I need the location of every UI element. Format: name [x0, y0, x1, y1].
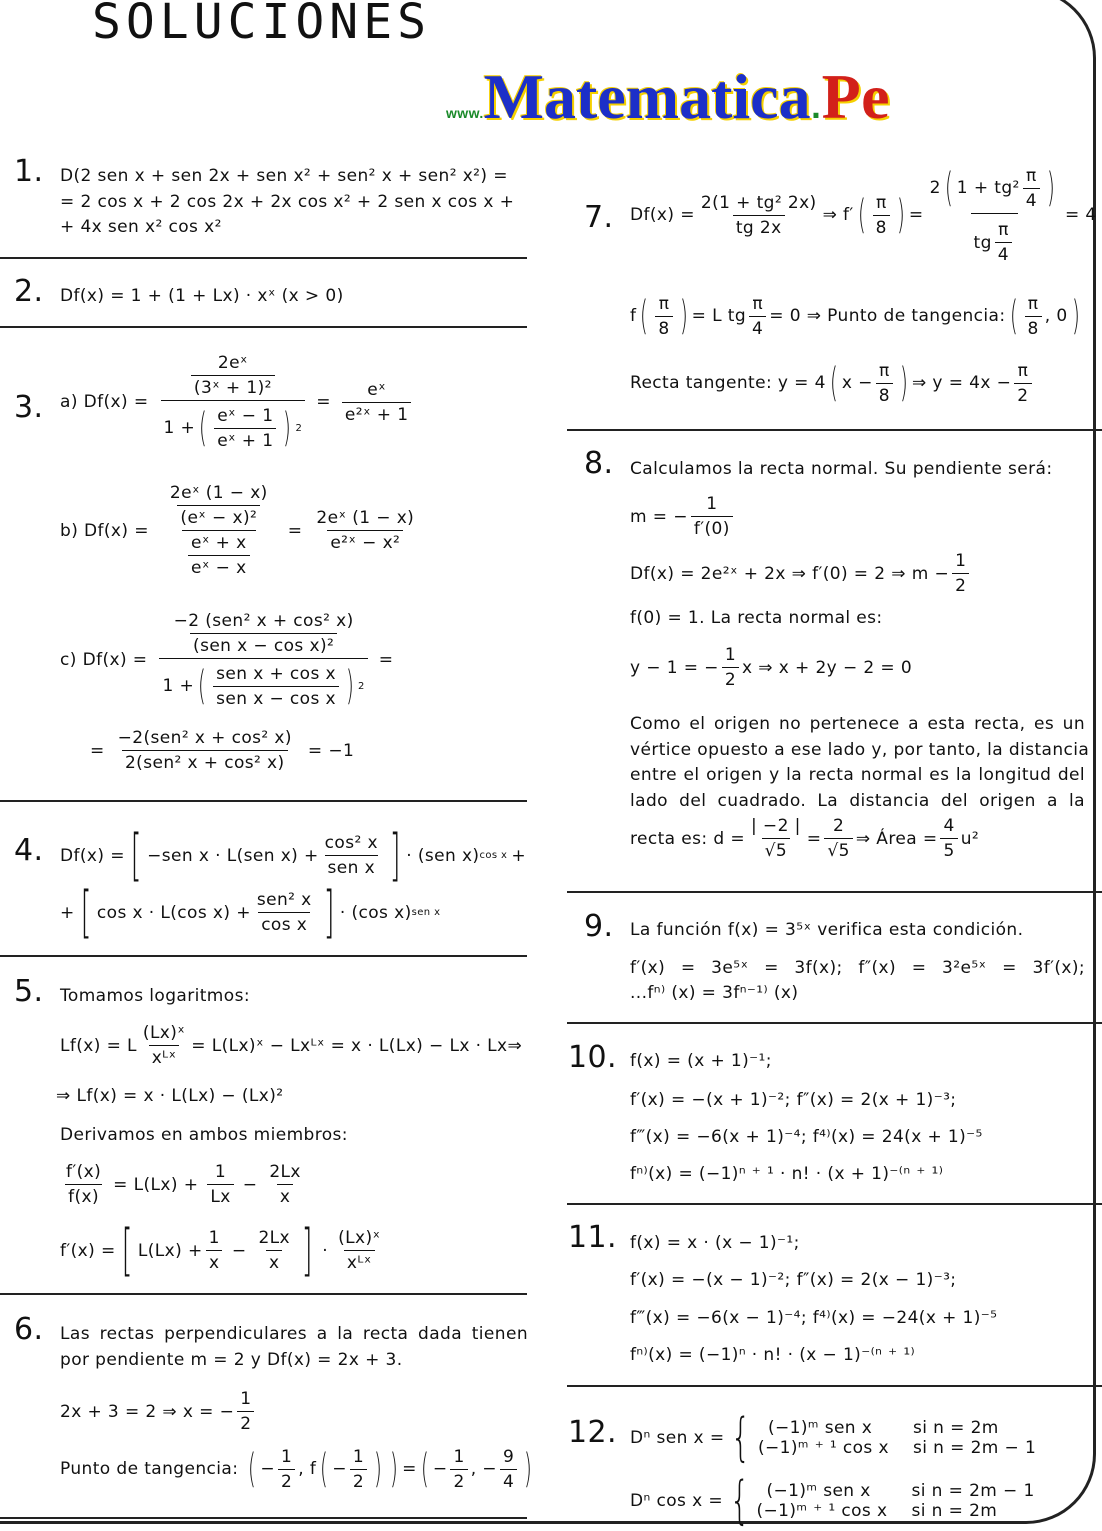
p7-implies-2: ⇒ y = 4x − [911, 373, 1012, 393]
p7-f7-num: π [879, 360, 890, 381]
p7-tangent-point-text: = 0 ⇒ Punto de tangencia: [769, 306, 1006, 326]
divider [0, 800, 527, 802]
p7-f1-den: tg 2x [733, 215, 785, 238]
p7-equals: = [908, 205, 924, 225]
p7-f6-den: 8 [1025, 316, 1042, 339]
problem-number-4: 4. [14, 833, 44, 868]
site-logo [446, 60, 890, 140]
p8-f2-den: 2 [952, 573, 969, 596]
p7-f4-num: π [658, 293, 670, 314]
p5-minus: − [242, 1174, 258, 1195]
p7-fraction-7 [876, 361, 893, 406]
p7-f4-den: 8 [655, 316, 672, 339]
p7-fraction-1 [698, 193, 820, 238]
p3c-inner-num: sen x + cos x [216, 663, 337, 684]
p7-f6-num: π [1027, 293, 1039, 314]
problem-number-1: 1. [14, 154, 44, 189]
p12-sine-case-values [758, 1418, 889, 1458]
p8-distance-label: recta es: d = [630, 828, 745, 849]
p8-fraction-5 [824, 816, 852, 861]
p11-line: f‴(x) = −6(x − 1)⁻⁴; f⁴⁾(x) = −24(x + 1)⁻⁵ [630, 1308, 998, 1328]
p7-f7-den: 8 [876, 383, 893, 406]
p6-minus-2: − [332, 1459, 347, 1479]
p7-f3-pi-fraction [1023, 166, 1040, 211]
p7-f: f [630, 306, 637, 326]
p8-f1-num: 1 [706, 494, 718, 514]
p8-line: lado del cuadrado. La distancia del origen a la [630, 791, 1085, 811]
divider [567, 891, 1102, 893]
p4-fraction-1 [322, 833, 381, 878]
p7-f2-den: 8 [873, 215, 890, 238]
p1-line: D(2 sen x + sen 2x + sen x² + sen² x + sen² x²) = [60, 166, 508, 186]
p5-lhs: Lf(x) = L [60, 1035, 137, 1056]
problem-number-2: 2. [14, 274, 44, 309]
p3a-main-fraction: $\frac{\text{2eˣ}}{\text{(3ˣ + 1)²}}$ 1 + ( $\frac{\text{eˣ − 1}}{\text{eˣ + 1}}$ ) 2 [161, 353, 306, 451]
p5-result-line: f′(x) = [ L(Lx) + $\frac{1}{x}$ − $\frac{2Lx}{x}$ ] · $\frac{\text{(Lx)ˣ}}{\text{xᴸˣ}}$ [60, 1218, 386, 1283]
p6-f2-den: 2 [278, 1469, 295, 1492]
problem-number-5: 5. [14, 974, 44, 1009]
p6-tangent-label: Punto de tangencia: [60, 1459, 239, 1479]
p3b-bottom-den: eˣ − x [188, 555, 250, 578]
p6-solve-line [60, 1389, 257, 1434]
p3a-num: 2eˣ [217, 353, 248, 373]
p4-exponent-2: sen x [411, 907, 441, 918]
p3b-equals: = [287, 520, 303, 541]
problem-number-8: 8. [584, 446, 614, 481]
p6-comma-minus: , − [470, 1459, 497, 1479]
p8-normal-lhs: y − 1 = − [630, 657, 719, 678]
p6-f5-den: 4 [500, 1469, 517, 1492]
p12-sine-cond-2: si n = 2m − 1 [912, 1438, 1037, 1458]
logo-www: www. [446, 105, 484, 121]
p3b-top-fraction [167, 483, 271, 528]
p8-area-label: ⇒ Área = [855, 828, 938, 849]
p10-line: f‴(x) = −6(x + 1)⁻⁴; f⁴⁾(x) = 24(x + 1)⁻⁵ [630, 1127, 983, 1147]
p8-m: m = − [630, 506, 688, 527]
p7-fraction-5 [749, 294, 766, 339]
p8-derivative-line [630, 551, 972, 596]
p8-f2-num: 1 [955, 551, 967, 571]
p4-plus-2: + [60, 902, 75, 923]
p7-derivative-line: Df(x) = $\frac{\text{2(1 + tg² 2x)}}{tg 2x}$ ⇒ f′ ( $\frac{\pi}{8}$ ) = 2 ( 1 + tg² $\frac{\pi}{4}$ ) tg $\frac{\pi}{4}$ = 4 [630, 165, 1097, 265]
p3c2-num: −2(sen² x + cos² x) [117, 728, 292, 748]
p5-line: Tomamos logaritmos: [60, 986, 250, 1006]
p7-point-line: f ( $\frac{\pi}{8}$ ) = L tg $\frac{\pi}{4}$ = 0 ⇒ Punto de tangencia: ( $\frac{\pi}{8}$ , 0 ) [630, 293, 1080, 339]
problem-number-10: 10. [568, 1040, 617, 1075]
p6-solve-text: 2x + 3 = 2 ⇒ x = − [60, 1401, 235, 1422]
p7-implies: ⇒ f′ [822, 205, 854, 225]
p7-fraction-8 [1014, 361, 1031, 406]
p5-f6-num: 2Lx [258, 1228, 291, 1248]
p12-cosine-case-1: (−1)ᵐ sen x [766, 1481, 871, 1501]
p9-line: La función f(x) = 3⁵ˣ verifica esta condición. [630, 920, 1024, 940]
p8-line: vértice opuesto a ese lado y, por tanto, la distancia [630, 740, 1090, 760]
p4-exponent: cos x [479, 850, 508, 861]
p3c-expression [60, 611, 401, 709]
divider [567, 1203, 1102, 1205]
p6-f4-num: 1 [453, 1446, 465, 1467]
divider [0, 955, 527, 957]
p5-fraction-7 [335, 1228, 383, 1273]
p8-normal-line [630, 645, 912, 690]
p5-fraction-1 [140, 1023, 188, 1068]
p8-line: f(0) = 1. La recta normal es: [630, 608, 883, 628]
p5-f1-den: xᴸˣ [149, 1045, 180, 1068]
p7-f2-num: π [875, 192, 887, 213]
p3b-main-fraction [161, 483, 277, 578]
p4-term-2: cos x · L(cos x) + [96, 902, 251, 923]
p6-f5-num: 9 [502, 1446, 515, 1467]
p5-line: ⇒ Lf(x) = x · L(Lx) − (Lx)² [56, 1086, 284, 1106]
p10-line: f(x) = (x + 1)⁻¹; [630, 1051, 772, 1071]
p3b-expression [60, 483, 420, 578]
p3c-top-fraction [171, 611, 357, 656]
p7-four: 4 [1023, 188, 1040, 211]
p7-pi: π [1026, 165, 1037, 186]
p4-f2-num: sen² x [256, 890, 312, 910]
p7-result: = 4 [1064, 205, 1097, 225]
problem-number-9: 9. [584, 909, 614, 944]
p11-line: f(x) = x · (x − 1)⁻¹; [630, 1233, 800, 1253]
p3c-top-den: (sen x − cos x)² [190, 633, 337, 656]
p4-line-1: Df(x) = [ −sen x · L(sen x) + $\frac{\text{cos² x}}{\text{sen x}}$ ] · (sen x) cos x + [60, 823, 527, 888]
p6-line: Las rectas perpendiculares a la recta dada tienen [60, 1324, 528, 1344]
p5-f7-num: (Lx)ˣ [338, 1228, 381, 1248]
p11-line: fⁿ⁾(x) = (−1)ⁿ · n! · (x − 1)⁻⁽ⁿ ⁺ ¹⁾ [630, 1345, 916, 1365]
p3c-main-fraction: $\frac{\text{−2 (sen² x + cos² x)}}{\text{(sen x − cos x)²}}$ 1 + ( $\frac{\text{sen x + cos x}}{\text{sen x − cos x}}$ ) 2 [159, 611, 367, 709]
p8-f4-num: | −2 | [751, 816, 801, 836]
p5-f1-num: (Lx)ˣ [142, 1023, 186, 1043]
logo-dot: . [810, 92, 822, 125]
p8-line: Como el origen no pertenece a esta recta, es un [630, 714, 1085, 734]
problem-number-3: 3. [14, 390, 44, 425]
p5-f4-num: 2Lx [269, 1162, 301, 1182]
p5-fraction-4 [266, 1162, 304, 1207]
p8-fraction-3 [722, 645, 739, 690]
p3c-one-plus: 1 + [162, 676, 195, 696]
p3c-simplification [90, 728, 354, 773]
p3c-inner-den: sen x − cos x [213, 686, 339, 709]
p5-fraction-3 [207, 1162, 233, 1207]
p3c-label: c) Df(x) = [60, 650, 148, 670]
p8-line: entre el origen y la recta normal es la longitud del [630, 765, 1085, 785]
p12-cosine-cond-1: si n = 2m − 1 [911, 1481, 1035, 1501]
p7-tg: tg [973, 232, 992, 253]
problem-number-7: 7. [584, 200, 614, 235]
p6-comma-f: , f [298, 1459, 317, 1479]
p2-line: Df(x) = 1 + (1 + Lx) · xˣ (x > 0) [60, 286, 344, 306]
p3a-inner-den: eˣ + 1 [214, 428, 276, 451]
p3a-result-fraction [342, 380, 412, 425]
p3b-res-num: 2eˣ (1 − x) [316, 508, 415, 528]
divider [567, 1022, 1102, 1024]
p6-f2-num: 1 [281, 1446, 293, 1467]
p8-f5-num: 2 [833, 816, 845, 836]
p1-line: = 2 cos x + 2 cos 2x + 2x cos x² + 2 sen x cos x + [60, 192, 515, 212]
p12-sine-label: Dⁿ sen x = [630, 1428, 725, 1448]
divider [0, 1517, 527, 1519]
p12-cosine-label: Dⁿ cos x = [630, 1491, 723, 1511]
p5-f2-den: f(x) [65, 1184, 102, 1207]
p3a-inner-num: eˣ − 1 [217, 405, 274, 426]
p6-f4-den: 2 [450, 1469, 467, 1492]
p8-slope-line [630, 494, 736, 539]
p3c2-den: 2(sen² x + cos² x) [122, 750, 288, 773]
p4-f1-num: cos² x [324, 833, 378, 853]
p4-factor-2: · (cos x) [339, 902, 412, 923]
p5-derivative-line [60, 1162, 307, 1207]
p6-line: por pendiente m = 2 y Df(x) = 2x + 3. [60, 1350, 403, 1370]
p7-f3-two: 2 [929, 178, 941, 198]
p8-equals: = [806, 828, 822, 849]
p12-cosine-cond-2: si n = 2m [911, 1501, 998, 1521]
p3b-res-den: e²ˣ − x² [327, 530, 403, 553]
p4-line-2: + [ cos x · L(cos x) + $\frac{\text{sen² x}}{\text{cos x}}$ ] · (cos x) sen x [60, 880, 441, 945]
p5-f4-den: x [277, 1184, 293, 1207]
p7-four-2: 4 [995, 242, 1012, 265]
divider [0, 326, 527, 328]
p3a-inner-fraction [214, 406, 276, 451]
p5-line: Derivamos en ambos miembros: [60, 1125, 348, 1145]
p5-f2-num: f′(x) [66, 1162, 102, 1182]
p5-rhs: = L(Lx)ˣ − Lxᴸˣ = x · L(Lx) − Lx · Lx⇒ [191, 1035, 523, 1056]
p7-tangent-label: Recta tangente: y = 4 [630, 373, 826, 393]
p7-pi-2: π [998, 220, 1009, 240]
p3b-bottom-fraction [188, 533, 250, 578]
p4-f1-den: sen x [325, 855, 379, 878]
p4-plus: + [511, 845, 527, 866]
p3b-result-fraction [313, 508, 417, 553]
p3a-equals: = [316, 392, 331, 412]
p5-f7-den: xᴸˣ [344, 1250, 375, 1273]
p6-f3-den: 2 [350, 1469, 367, 1492]
p8-normal-rhs: x ⇒ x + 2y − 2 = 0 [742, 657, 913, 678]
p7-f1-num: 2(1 + tg² 2x) [700, 192, 817, 213]
problem-number-6: 6. [14, 1312, 44, 1347]
p6-fraction-1 [237, 1389, 254, 1434]
p8-derivative: Df(x) = 2e²ˣ + 2x ⇒ f′(0) = 2 ⇒ m − [630, 563, 950, 584]
p8-f6-den: 5 [940, 838, 957, 861]
p8-f6-num: 4 [943, 816, 955, 836]
p7-zero: , 0 [1044, 306, 1068, 326]
p7-fraction-2 [873, 193, 890, 238]
p7-f3d-pi-fraction [995, 220, 1012, 265]
p7-f8-num: π [1017, 360, 1029, 381]
p8-f1-den: f′(0) [691, 516, 733, 539]
p7-ltg: = L tg [691, 306, 747, 326]
p8-f3-num: 1 [724, 645, 737, 665]
p5-log-line [60, 1023, 522, 1068]
page-title: SOLUCIONES [92, 0, 431, 50]
p8-units: u² [960, 828, 980, 849]
p5-fraction-6 [255, 1228, 293, 1273]
p5-result-lhs: f′(x) = [60, 1240, 116, 1261]
p9-line: f′(x) = 3e⁵ˣ = 3f(x); f″(x) = 3²e⁵ˣ = 3f′(x); [630, 958, 1085, 978]
p11-line: f′(x) = −(x − 1)⁻²; f″(x) = 2(x − 1)⁻³; [630, 1270, 957, 1290]
p7-fraction-6 [1025, 294, 1042, 339]
p6-f1-num: 1 [240, 1389, 252, 1409]
p6-equals: = [402, 1459, 417, 1479]
p3b-bottom-num: eˣ + x [191, 533, 247, 553]
p3b-top-num: 2eˣ (1 − x) [169, 483, 268, 503]
divider [567, 429, 1102, 431]
p12-sine-conditions [913, 1418, 1036, 1458]
p5-f5-den: x [206, 1250, 222, 1273]
p8-fraction-1 [691, 494, 733, 539]
p12-cosine-cases: Dⁿ cos x = { (−1)ᵐ sen x (−1)ᵐ ⁺ ¹ cos x si n = 2m − 1 si n = 2m [630, 1471, 1035, 1531]
p8-distance-line [630, 816, 979, 861]
p6-fraction-2 [278, 1447, 295, 1492]
p12-sine-cond-1: si n = 2m [912, 1418, 999, 1438]
p7-x-minus: x − [841, 373, 873, 393]
p7-f5-num: π [752, 293, 763, 314]
p8-line: Calculamos la recta normal. Su pendiente será: [630, 459, 1053, 479]
p4-term: −sen x · L(sen x) + [147, 845, 319, 866]
p5-result-term: L(Lx) + [137, 1240, 203, 1261]
p3c2-result: = −1 [307, 740, 355, 761]
p12-sine-case-1: (−1)ᵐ sen x [767, 1418, 873, 1438]
p8-f3-den: 2 [722, 667, 739, 690]
p10-line: f′(x) = −(x + 1)⁻²; f″(x) = 2(x + 1)⁻³; [630, 1090, 957, 1110]
logo-pe: Pe [821, 61, 890, 132]
p3c-top-num: −2 (sen² x + cos² x) [173, 611, 354, 631]
p12-cosine-case-2: (−1)ᵐ ⁺ ¹ cos x [756, 1501, 888, 1521]
p7-tangent-line: Recta tangente: y = 4 ( x − $\frac{\pi}{8}$ ) ⇒ y = 4x − $\frac{\pi}{2}$ [630, 360, 1035, 406]
p7-fraction-4 [655, 294, 672, 339]
p5-f3-den: Lx [207, 1184, 233, 1207]
p5-term: = L(Lx) + [113, 1174, 199, 1195]
p3a-res-den: e²ˣ + 1 [342, 402, 412, 425]
p10-line: fⁿ⁾(x) = (−1)ⁿ ⁺ ¹ · n! · (x + 1)⁻⁽ⁿ ⁺ ¹⁾ [630, 1164, 944, 1184]
p3c2-fraction [115, 728, 295, 773]
p8-fraction-2 [952, 551, 969, 596]
p3c2-equals: = [90, 740, 105, 761]
p5-result-minus: − [231, 1240, 247, 1261]
divider [567, 1385, 1102, 1387]
p3a-den: (3ˣ + 1)² [191, 375, 275, 398]
p7-f5-den: 4 [749, 316, 766, 339]
p1-line: + 4x sen x² cos x² [60, 217, 222, 237]
p7-fraction-3: 2 ( 1 + tg² $\frac{\pi}{4}$ ) tg $\frac{\pi}{4}$ [929, 165, 1055, 265]
p4-lhs: Df(x) = [60, 845, 125, 866]
p6-f1-den: 2 [237, 1411, 254, 1434]
p5-f3-num: 1 [214, 1162, 227, 1182]
p3a-one-plus: 1 + [163, 418, 196, 438]
p9-line: ...fⁿ⁾ (x) = 3fⁿ⁻¹⁾ (x) [630, 983, 799, 1003]
logo-name: Matematica [483, 61, 811, 132]
p3a-expression [60, 353, 414, 451]
p3c-inner-fraction [213, 664, 339, 709]
p3a-top-fraction [191, 353, 275, 398]
p12-sine-cases: Dⁿ sen x = { (−1)ᵐ sen x (−1)ᵐ ⁺ ¹ cos x si n = 2m si n = 2m − 1 [630, 1408, 1037, 1468]
p3c-equals: = [378, 650, 394, 670]
p6-minus: − [260, 1459, 275, 1479]
p5-f6-den: x [266, 1250, 282, 1273]
p6-tangent-point-line: Punto de tangencia: ( − $\frac{1}{2}$ , f ( − $\frac{1}{2}$ ) ) = ( − $\frac{1}{2}$ , − $\frac{9}{4}$ ) [60, 1446, 533, 1492]
p12-cosine-conditions [911, 1481, 1034, 1521]
divider [0, 1293, 527, 1295]
p4-fraction-2 [254, 890, 315, 935]
p8-f5-den: √5 [824, 838, 852, 861]
p8-fraction-4 [748, 816, 804, 861]
p5-fraction-2 [63, 1162, 104, 1207]
p7-f8-den: 2 [1014, 383, 1031, 406]
p4-f2-den: cos x [258, 912, 310, 935]
p6-fraction-4 [450, 1447, 467, 1492]
problem-number-12: 12. [568, 1415, 617, 1450]
p12-sine-case-2: (−1)ᵐ ⁺ ¹ cos x [757, 1438, 889, 1458]
p12-cosine-case-values [756, 1481, 887, 1521]
p7-lhs: Df(x) = [630, 205, 695, 225]
p6-fraction-3 [350, 1447, 367, 1492]
p3b-label: b) Df(x) = [60, 520, 149, 541]
p5-result-dot: · [322, 1240, 329, 1261]
p4-factor: · (sen x) [406, 845, 480, 866]
problem-number-11: 11. [568, 1220, 617, 1255]
p3a-res-num: eˣ [367, 379, 387, 400]
p6-f3-num: 1 [352, 1446, 365, 1467]
p6-minus-3: − [432, 1459, 448, 1479]
divider [0, 257, 527, 259]
p5-f5-num: 1 [208, 1228, 220, 1248]
p3a-label: a) Df(x) = [60, 392, 149, 412]
p6-fraction-5 [500, 1447, 517, 1492]
p3b-top-den: (eˣ − x)² [177, 505, 260, 528]
p5-fraction-5 [206, 1228, 223, 1273]
p8-f4-den: √5 [762, 838, 790, 861]
p8-fraction-6 [940, 816, 957, 861]
p7-f3-sum: 1 + tg² [956, 178, 1020, 198]
